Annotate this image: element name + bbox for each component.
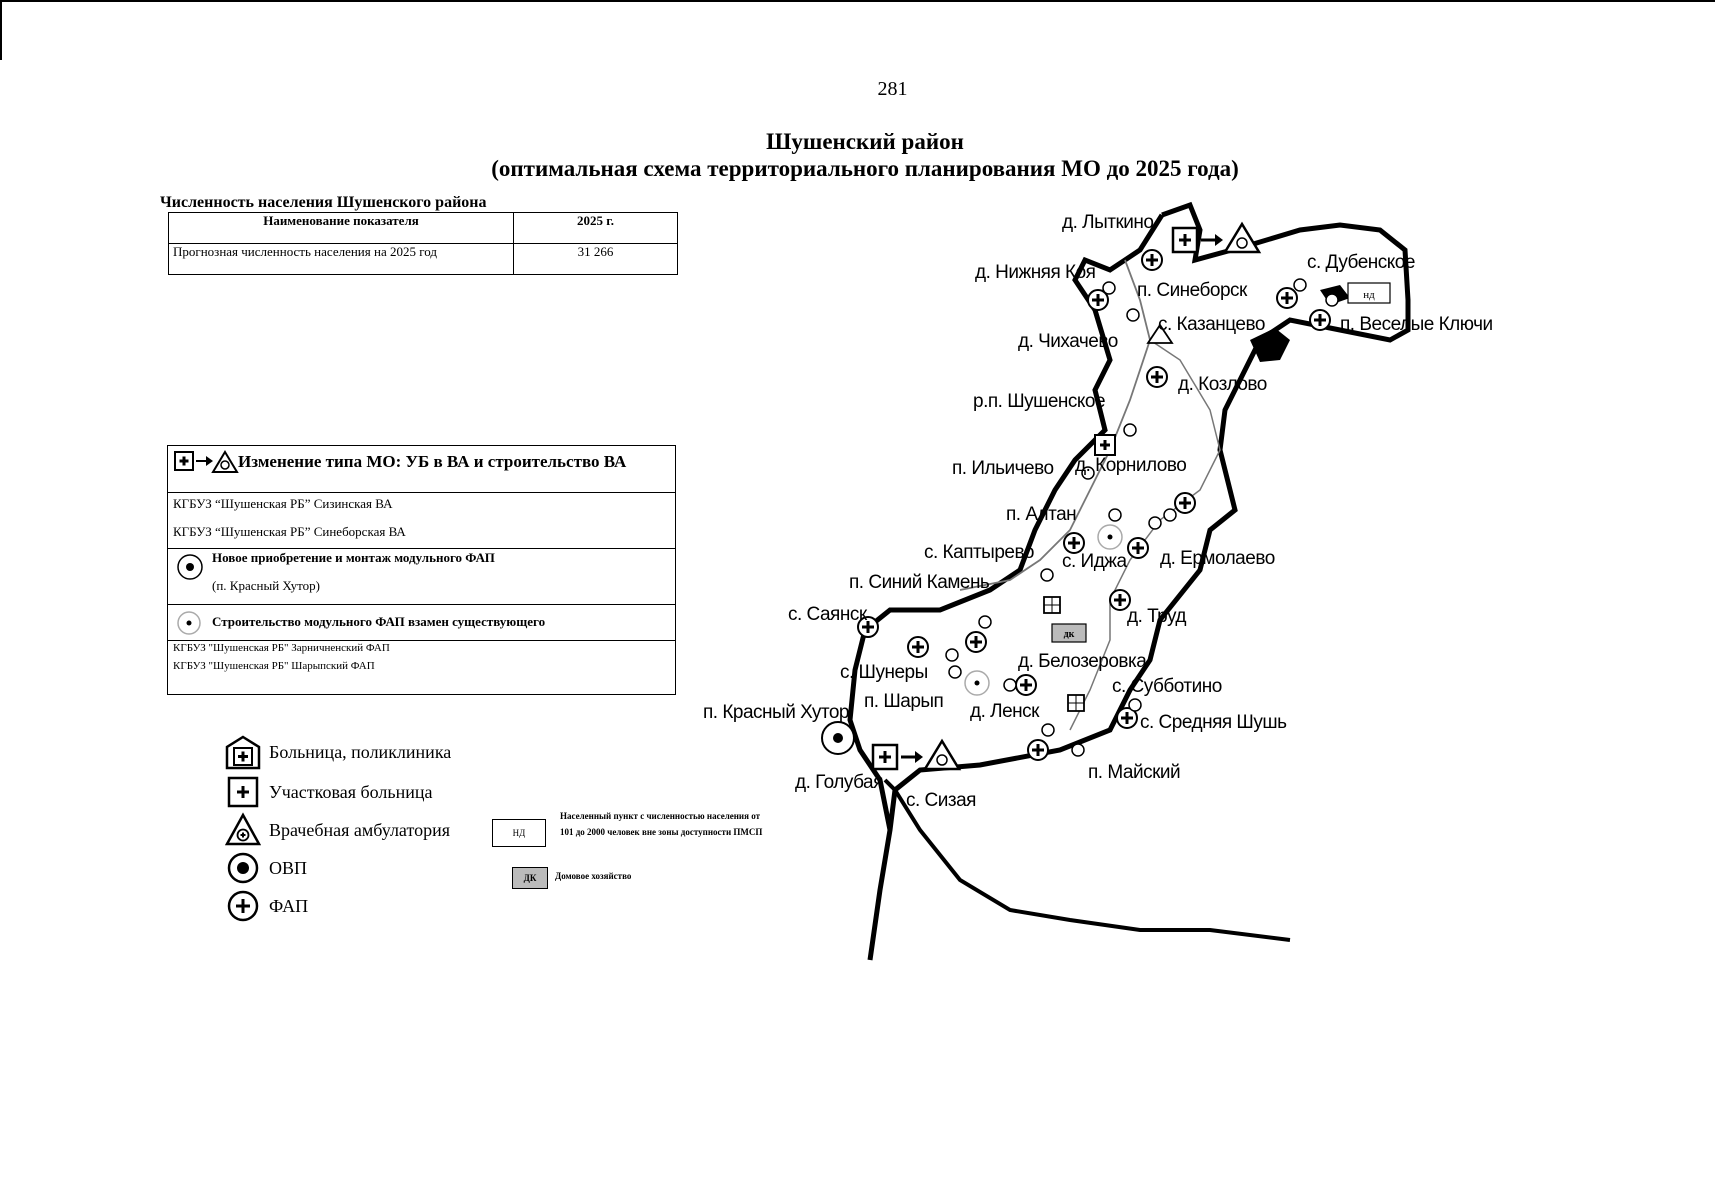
change-box-header: Изменение типа МО: УБ в ВА и строительство ВА — [238, 452, 627, 471]
label-nizhnyaya-koya: д. Нижняя Коя — [975, 262, 1096, 283]
header-indicator: Наименование показателя — [169, 213, 514, 244]
sizaya-change-icon — [873, 741, 959, 769]
label-sineborsk: п. Синеборск — [1137, 280, 1247, 301]
hospital-icon — [225, 734, 261, 770]
label-shunery: с. Шунеры — [840, 662, 928, 683]
hospital-to-ambulatory-icon — [173, 450, 239, 476]
label-sharyp: п. Шарып — [864, 691, 944, 712]
divider — [168, 604, 675, 605]
label-ermolaevo: д. Ермолаево — [1160, 548, 1275, 569]
title-line-2: (оптимальная схема территориального планирования МО до 2025 года) — [491, 156, 1239, 181]
fap-marker — [1028, 740, 1048, 760]
label-sizaya: с. Сизая — [906, 790, 976, 811]
label-sayansk: с. Саянск — [788, 604, 867, 625]
page-edge-left — [0, 0, 2, 60]
page-edge-top — [0, 0, 1715, 2]
table-header-row — [169, 213, 678, 244]
village-marker — [1103, 282, 1115, 294]
krasny-khutor-ovp-icon — [822, 722, 854, 754]
label-ilyichevo: п. Ильичево — [952, 458, 1054, 479]
nd-legend-text: Населенный пункт с численностью населения от 101 до 2000 человек вне зоны доступности ПМСП — [560, 811, 763, 837]
change-item-1: КГБУЗ “Шушенская РБ” Сизинская ВА — [173, 496, 393, 511]
village-marker — [949, 666, 961, 678]
fap-marker — [1277, 288, 1297, 308]
village-marker — [1129, 699, 1141, 711]
fap-marker — [1142, 250, 1162, 270]
table-row — [169, 244, 678, 275]
label-chikhachevo: д. Чихачево — [1018, 331, 1118, 352]
village-marker — [1164, 509, 1176, 521]
legend-hospital — [225, 734, 451, 770]
village-marker — [1041, 569, 1053, 581]
rebuild-item-1: КГБУЗ "Шушенская РБ" Зарничненский ФАП — [173, 642, 390, 654]
village-marker — [1109, 509, 1121, 521]
divider — [168, 492, 675, 493]
legend-ambulatory-label: Врачебная амбулатория — [269, 819, 450, 840]
fap-marker — [1175, 493, 1195, 513]
legend-fap-label: ФАП — [269, 895, 309, 916]
rebuild-item-2: КГБУЗ "Шушенская РБ" Шарыпский ФАП — [173, 660, 375, 672]
village-marker — [1042, 724, 1054, 736]
label-kornilovo: д. Корнилово — [1075, 455, 1187, 476]
label-maiskiy: п. Майский — [1088, 762, 1181, 783]
fap-marker — [966, 632, 986, 652]
village-marker — [1326, 294, 1338, 306]
header-year: 2025 г. — [514, 213, 678, 244]
village-marker — [1072, 744, 1084, 756]
label-krasny-khutor: п. Красный Хутор — [703, 702, 849, 723]
fap-marker — [1147, 367, 1167, 387]
legend-ambulatory — [225, 812, 450, 848]
page-title — [470, 128, 1260, 182]
label-trud: д. Труд — [1127, 606, 1186, 627]
new-fap-place: (п. Красный Хутор) — [212, 578, 320, 593]
dk-map-label: дк — [1063, 629, 1075, 640]
village-marker — [1127, 309, 1139, 321]
divider — [168, 548, 675, 549]
fap-marker — [1310, 310, 1330, 330]
label-lenskiy: д. Ленск — [970, 701, 1039, 722]
housing-grid-icon — [1068, 695, 1084, 711]
sineborsk-change-icon — [1173, 224, 1259, 252]
village-marker — [1004, 679, 1016, 691]
nd-map-label: нд — [1363, 289, 1375, 301]
page-number: 281 — [877, 78, 908, 100]
ovp-icon — [225, 850, 261, 886]
new-fap-title: Новое приобретение и монтаж модульного ФАП — [212, 550, 495, 565]
label-subbotino: с. Субботино — [1112, 676, 1222, 697]
rebuild-title: Строительство модульного ФАП взамен существующего — [212, 614, 546, 629]
village-marker — [1294, 279, 1306, 291]
fap-marker — [1128, 538, 1148, 558]
legend-fap — [225, 888, 308, 924]
sharyp-modular-fap-icon — [965, 671, 989, 695]
legend-hospital-label: Больница, поликлиника — [269, 741, 452, 762]
legend-ovp — [225, 850, 307, 886]
legend-ovp-label: ОВП — [269, 857, 308, 878]
district-map — [690, 190, 1550, 980]
label-altan: п. Алтан — [1006, 504, 1077, 525]
village-marker — [946, 649, 958, 661]
shushenskoe-hospital-icon — [1095, 435, 1115, 455]
label-golubaya: д. Голубая — [795, 772, 883, 793]
label-lytkino: д. Лыткино — [1062, 212, 1154, 233]
label-kozlovo: д. Козлово — [1178, 374, 1267, 395]
modular-fap-icon — [175, 609, 203, 637]
nd-legend-box: НД — [492, 819, 546, 847]
dk-legend-box: ДК — [512, 867, 548, 889]
change-item-2: КГБУЗ “Шушенская РБ” Синеборская ВА — [173, 524, 406, 539]
housing-grid-icon — [1044, 597, 1060, 613]
fap-marker — [908, 637, 928, 657]
village-marker — [1124, 424, 1136, 436]
row-value: 31 266 — [514, 244, 678, 275]
label-dubenskoe: с. Дубенское — [1307, 252, 1415, 273]
dk-legend-text: Домовое хозяйство — [555, 871, 632, 881]
fap-marker — [1016, 675, 1036, 695]
row-label: Прогнозная численность населения на 2025 год — [169, 244, 514, 275]
fap-icon — [225, 888, 261, 924]
legend-district-hospital — [225, 774, 433, 810]
label-shushenskoe: р.п. Шушенское — [973, 391, 1106, 412]
population-table — [168, 212, 678, 275]
label-idzha: с. Иджа — [1062, 551, 1127, 572]
label-siniy-kamen: п. Синий Камень — [849, 572, 990, 593]
district-hospital-icon — [225, 774, 261, 810]
ovp-icon — [175, 552, 205, 582]
label-veselye-klyuchi: п. Веселые Ключи — [1340, 314, 1493, 335]
change-type-box — [167, 445, 676, 695]
label-kazantsevo: с. Казанцево — [1158, 314, 1265, 335]
label-srednyaya-shush: с. Средняя Шушь — [1140, 712, 1287, 733]
label-belozerovka: д. Белозеровка — [1018, 651, 1147, 672]
idzha-modular-fap-icon — [1098, 525, 1122, 549]
ambulatory-icon — [225, 812, 261, 848]
village-marker — [1149, 517, 1161, 529]
legend-district-hospital-label: Участковая больница — [269, 781, 433, 802]
village-marker — [979, 616, 991, 628]
label-kaptyrevo: с. Каптырево — [924, 542, 1034, 563]
fap-marker — [1064, 533, 1084, 553]
title-line-1: Шушенский район — [766, 129, 964, 154]
population-heading: Численность населения Шушенского района — [160, 194, 487, 211]
divider — [168, 640, 675, 641]
